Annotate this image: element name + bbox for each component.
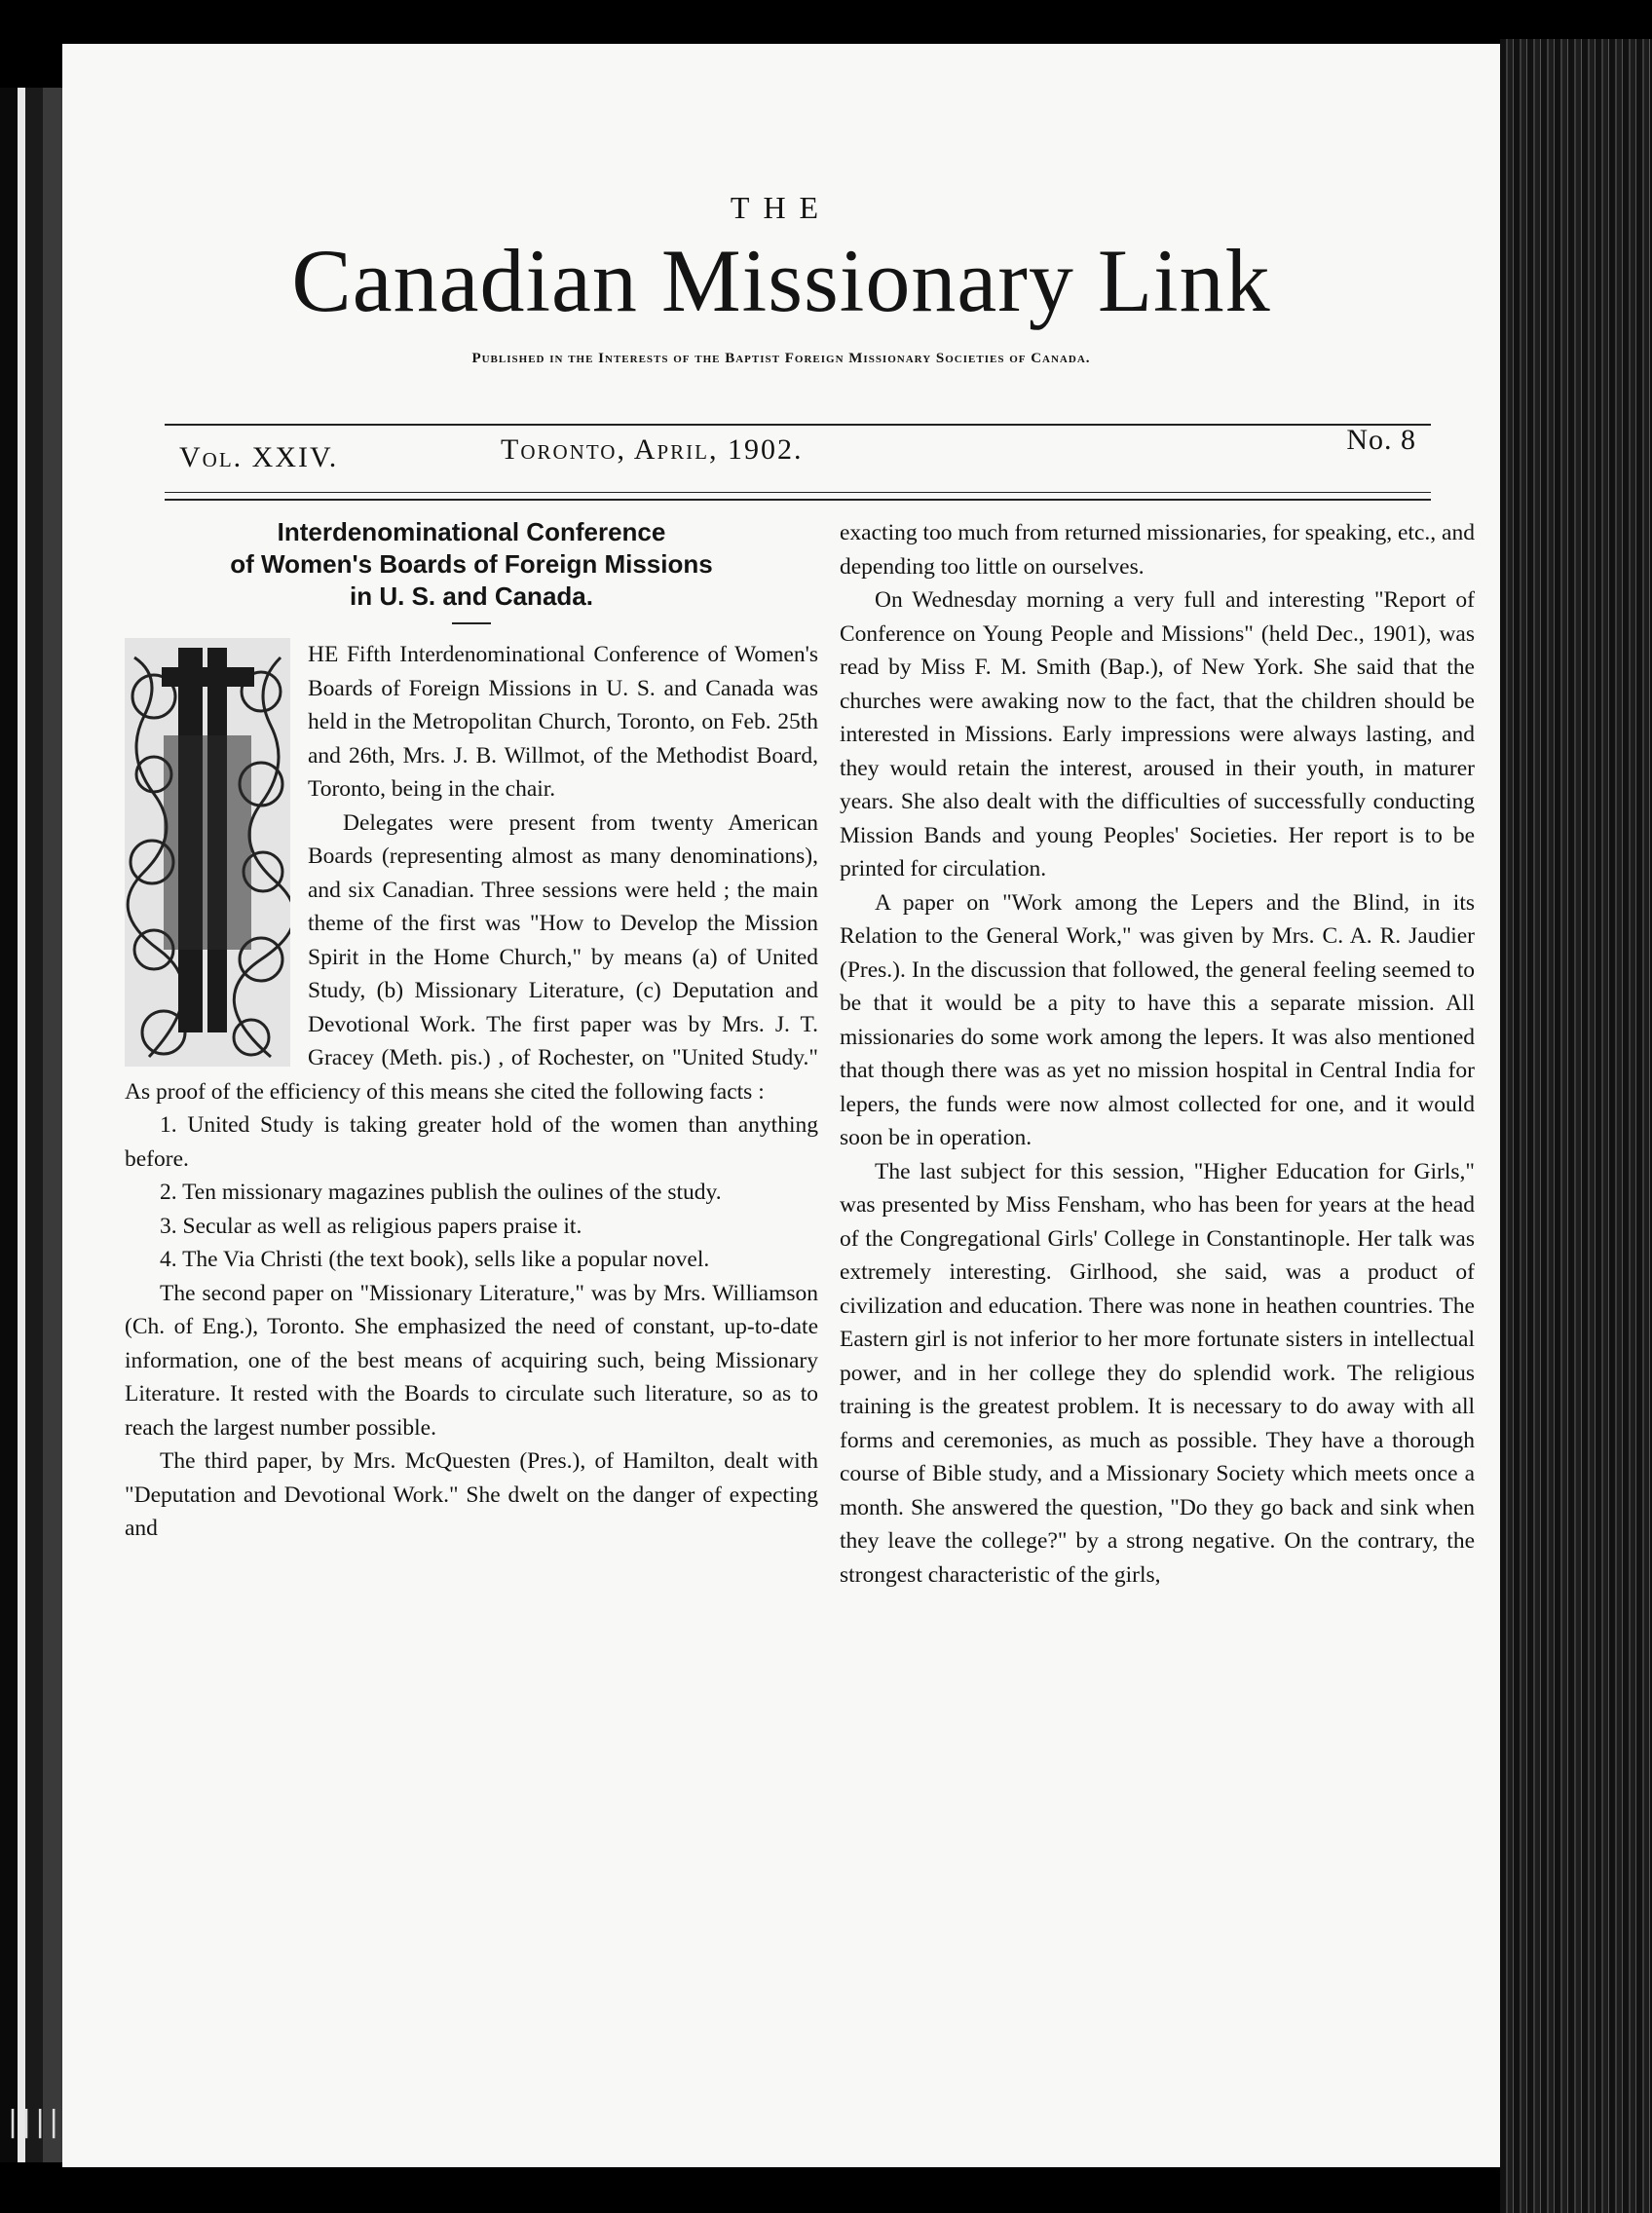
masthead-rule-bottom-thin <box>165 492 1431 493</box>
binding-marks: |||| <box>4 2105 59 2139</box>
list-item: 3. Secular as well as religious papers praise it. <box>160 1213 582 1239</box>
volume-label: Vol. XXIV. <box>179 441 339 473</box>
article-paragraph: The last subject for this session, "Higher Education for Girls," was presented by Miss Fensham, who has been for years at the head of the Congregational Girls' College in Constantinople. Her talk was extremely interesting. Girlhood, she said, was a product of civilization and education. There was none in heathen countries. The Eastern girl is not inferior to her more fortunate sisters in intellectual power, and in her college they do splendid work. The religious training is the greatest problem. It is necessary to do away with all forms and ceremonies, as much as possible. They have a thorough course of Bible study, and a Missionary Society which meets once a month. She answered the question, "Do they go back and sink when they leave the college?" by a strong negative. On the contrary, the strongest characteristic of the girls, <box>840 1158 1475 1588</box>
article-title-line: of Women's Boards of Foreign Missions <box>230 549 713 579</box>
list-item: 4. The Via Christi (the text book), sells like a popular novel. <box>160 1247 710 1272</box>
left-column <box>125 516 818 1546</box>
place-date: Toronto, April, 1902. <box>501 433 804 466</box>
article-paragraph: The second paper on "Missionary Literature," was by Mrs. Williamson (Ch. of Eng.), Toronto. She emphasized the need of constant, up-to-date information, one of the best means of acquiring such, being Missionary Literature. It rested with the Boards to circulate such literature, so as to reach the largest number possible. <box>125 1280 818 1441</box>
masthead-the: THE <box>730 190 833 225</box>
masthead-title: Canadian Missionary Link <box>291 231 1271 330</box>
right-page-stack <box>1500 39 1652 2213</box>
article-paragraph: The third paper, by Mrs. McQuesten (Pres.), of Hamilton, dealt with "Deputation and Devotional Work." She dwelt on the danger of expecting and <box>125 1448 818 1541</box>
title-divider <box>452 622 491 624</box>
list-item: 1. United Study is taking greater hold of the women than anything before. <box>125 1112 818 1172</box>
article-paragraph: On Wednesday morning a very full and interesting "Report of Conference on Young People and Missions" (held Dec., 1901), was read by Miss F. M. Smith (Bap.), of New York. She said that the churches were awaking now to the fact, that the children should be interested in Missions. Early impressions were always lasting, and they would retain the interest, aroused in their youth, in maturer years. She also dealt with the difficulties of successfully conducting Mission Bands and young Peoples' Societies. Her report is to be printed for circulation. <box>840 587 1475 881</box>
article-title-line: Interdenominational Conference <box>277 517 666 546</box>
article-paragraph: Delegates were present from twenty American Boards (representing almost as many denominations), and six Canadian. Three sessions were held ; the main theme of the first was "How to Develop the Mission Spirit in the Home Church," by means (a) of United Study, (b) Missionary Literature, (c) Deputation and Devotional Work. The first paper was by Mrs. J. T. Gracey (Meth. pis.) , of Rochester, on "United Study." As proof of the efficiency of this means she cited the following facts : <box>125 809 818 1105</box>
issue-line <box>179 424 1416 482</box>
article-title-line: in U. S. and Canada. <box>350 581 593 611</box>
list-item: 2. Ten missionary magazines publish the oulines of the study. <box>160 1180 722 1205</box>
ornamental-drop-cap <box>125 638 290 1067</box>
article-title <box>125 516 818 613</box>
article-paragraph: A paper on "Work among the Lepers and the Blind, in its Relation to the General Work," was given by Mrs. C. A. R. Jaudier (Pres.). In the discussion that followed, the general feeling seemed to be that it would be a pity to have this a separate mission. All missionaries do some work among the lepers. It was also mentioned that though there was as yet no mission hospital in Central India for lepers, the funds were now almost collected for one, and it would soon be in operation. <box>840 889 1475 1150</box>
masthead-rule-bottom <box>165 499 1431 501</box>
issue-number: No. 8 <box>1346 424 1416 456</box>
masthead-rule-top <box>165 424 1431 426</box>
right-column <box>840 516 1475 1592</box>
left-page-edge <box>0 88 62 2162</box>
article-paragraph: HE Fifth Interdenominational Conference of Women's Boards of Foreign Missions in U. S. and Canada was held in the Metropolitan Church, Toronto, on Feb. 25th and 26th, Mrs. J. B. Willmot, of the Methodist Board, Toronto, being in the chair. <box>308 642 818 802</box>
article-paragraph: exacting too much from returned missionaries, for speaking, etc., and depending too little on ourselves. <box>840 520 1475 580</box>
masthead-subtitle: Published in the Interests of the Baptist Foreign Missionary Societies of Canada. <box>471 351 1091 366</box>
